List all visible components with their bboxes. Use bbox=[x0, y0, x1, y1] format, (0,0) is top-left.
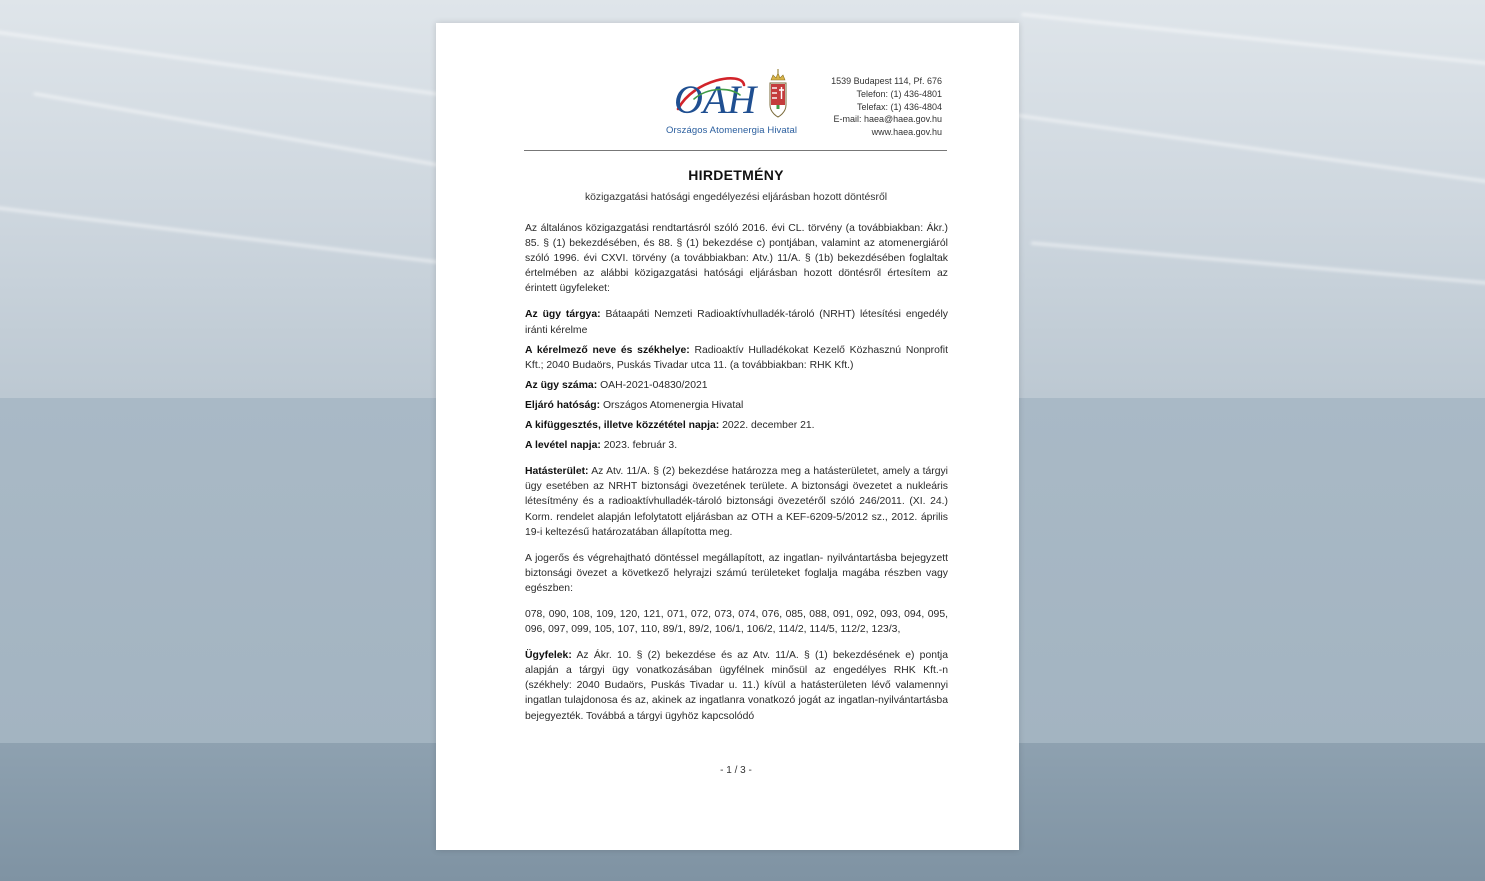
background-streak bbox=[33, 92, 487, 175]
field-label: Eljáró hatóság: bbox=[525, 399, 601, 411]
header-divider bbox=[524, 150, 947, 151]
field-value: Radioaktív Hulladékokat Kezelő Közhasznú Nonprofit Kft.; 2040 Budaörs, Puskás Tivadar utca 11. (a továbbiakban: RHK Kft.) bbox=[525, 344, 948, 371]
contact-block bbox=[831, 75, 942, 139]
contact-address: 1539 Budapest 114, Pf. 676 bbox=[831, 76, 942, 86]
field-removal-date bbox=[525, 438, 948, 453]
intro-paragraph: Az általános közigazgatási rendtartásról szóló 2016. évi CL. törvény (a továbbiakban: Ákr.) 85. § (1) bekezdésében, és 88. § (1) bekezdése c) pontjában, valamint az atomenergiáról szóló 1996. évi CXVI. törvény (a továbbiakban: Atv.) 11/A. § (1b) bekezdésében foglaltak értelmében az alábbi közigazgatási hatósági eljárásban hozott döntésről értesítem az érintett ügyfeleket: bbox=[525, 223, 948, 295]
hatasterulet-label: Hatásterület: bbox=[525, 466, 589, 478]
field-value: OAH-2021-04830/2021 bbox=[600, 379, 708, 391]
logo-caption: Országos Atomenergia Hivatal bbox=[666, 125, 798, 136]
parcel-list: 078, 090, 108, 109, 120, 121, 071, 072, 073, 074, 076, 085, 088, 091, 092, 093, 094, 095, 096, 097, 099, 105, 107, 110, 89/1, 89/2, 106/1, 106/2, 114/2, 114/5, 112/2, 123/3, bbox=[525, 608, 948, 636]
field-label: A levétel napja: bbox=[525, 440, 601, 452]
background-streak bbox=[0, 205, 478, 269]
contact-email: E-mail: haea@haea.gov.hu bbox=[833, 114, 942, 125]
background-streak bbox=[1031, 242, 1485, 286]
contact-fax: Telefax: (1) 436-4804 bbox=[856, 101, 942, 112]
field-applicant bbox=[525, 343, 948, 373]
field-value: Országos Atomenergia Hivatal bbox=[602, 399, 744, 411]
field-label: A kifüggesztés, illetve közzététel napja: bbox=[525, 420, 720, 432]
document-subtitle: közigazgatási hatósági engedélyezési eljárásban hozott döntésről bbox=[584, 192, 888, 203]
hatasterulet-text: Az Atv. 11/A. § (2) bekezdése határozza meg a hatásterületet, amely a tárgyi ügy esetében az NRHT biztonsági övezetének területe. A biztonsági övezetet a nukleáris létesítmény és a radioaktívhulladék-tároló biztonsági övezetéről szóló 246/2011. (XI. 24.) Korm. rendelet alapján lefolytatott eljárásban az OTH a KEF-6209-5/2012 sz., 2012. április 19-i keltezésű határozatában állapította meg. bbox=[525, 466, 948, 538]
field-subject bbox=[525, 307, 948, 337]
field-value: 2023. február 3. bbox=[603, 440, 678, 452]
page-indicator: - 1 / 3 - bbox=[720, 765, 752, 776]
document-title: HIRDETMÉNY bbox=[688, 167, 784, 183]
ugyfelek-text: Az Ákr. 10. § (2) bekezdése és az Atv. 11/A. § (1) bekezdésének e) pontja alapján a tárgyi ügy vonatkozásában ügyfélnek minősül az engedélyes RHK Kft.-n (székhely: 2040 Budaörs, Puskás Tivadar u. 11.) kívül a hatásterületen lévő valamennyi ingatlan tulajdonosa és az, akinek az ingatlanra vonatkozó jogát az ingatlan-nyilvántartásba bejegyezték. Továbbá a tárgyi ügyhöz kapcsolódó bbox=[525, 650, 948, 722]
contact-website: www.haea.gov.hu bbox=[871, 127, 942, 138]
field-label: Az ügy száma: bbox=[525, 379, 598, 391]
contact-phone: Telefon: (1) 436-4801 bbox=[856, 88, 942, 99]
jogeros-paragraph: A jogerős és végrehajtható döntéssel megállapított, az ingatlan- nyilvántartásba bejegyzett biztonsági övezet a következő helyrajzi számú területeket foglalja magába részben vagy egészben: bbox=[525, 552, 948, 594]
background-streak bbox=[1012, 113, 1485, 186]
coat-of-arms-icon bbox=[770, 69, 786, 117]
document-body bbox=[525, 221, 948, 724]
field-label: A kérelmező neve és székhelye: bbox=[525, 344, 690, 356]
field-authority bbox=[525, 398, 948, 413]
hatasterulet-paragraph bbox=[525, 464, 948, 539]
field-case-number bbox=[525, 378, 948, 393]
field-value: Bátaapáti Nemzeti Radioaktívhulladék-tároló (NRHT) létesítési engedély iránti kérelme bbox=[525, 309, 948, 336]
background-streak bbox=[1021, 13, 1485, 70]
field-posting-date bbox=[525, 418, 948, 433]
ugyfelek-paragraph bbox=[525, 648, 948, 723]
background-streak bbox=[0, 26, 478, 101]
field-value: 2022. december 21. bbox=[722, 420, 815, 432]
field-label: Az ügy tárgya: bbox=[525, 309, 601, 321]
document-page bbox=[436, 23, 1019, 850]
ugyfelek-label: Ügyfelek: bbox=[525, 650, 572, 662]
logo-letters: OAH bbox=[674, 77, 757, 122]
